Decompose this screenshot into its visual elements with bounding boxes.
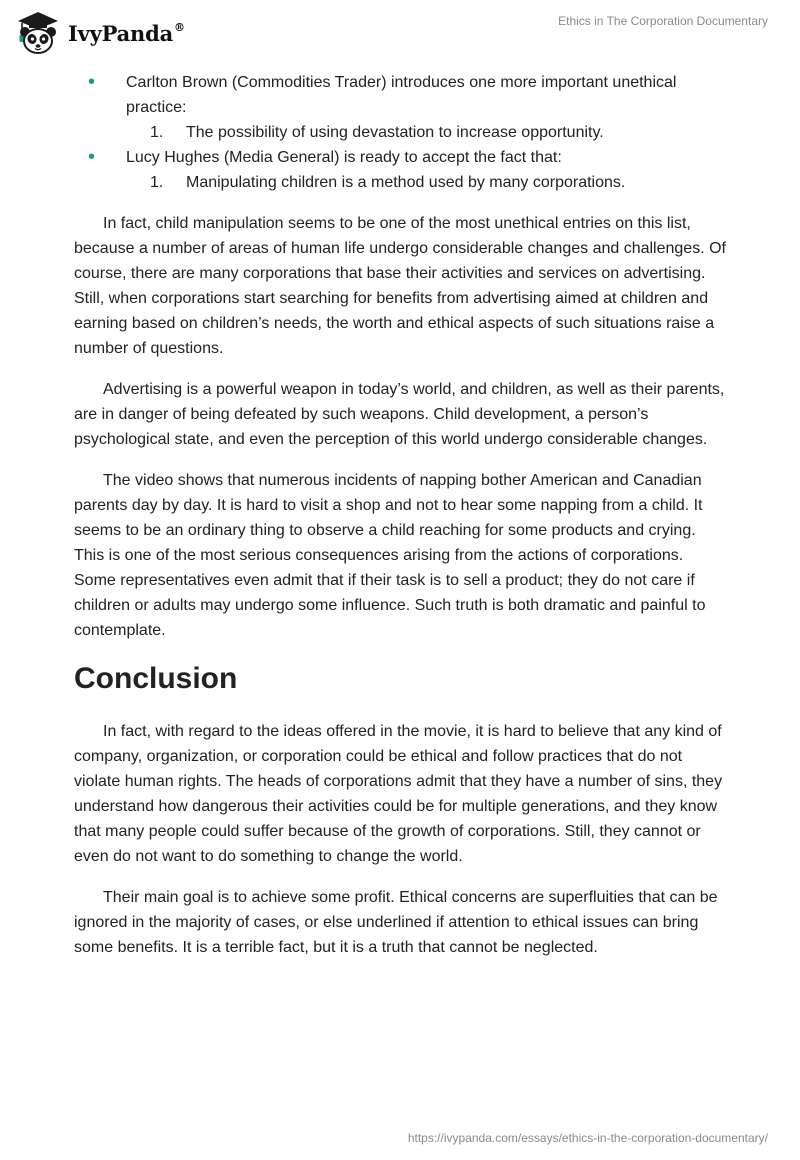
item-number: 1. xyxy=(150,174,164,191)
bullet-item xyxy=(74,145,726,195)
section-heading-conclusion: Conclusion xyxy=(74,662,238,695)
body-paragraph: In fact, child manipulation seems to be one of the most unethical entries on this list, because a number of areas of human life undergo considerable changes and challenges. Of course, there are many corporations that base their activities and services on advertising. Still, when corporations start searching for benefits from advertising aimed at children and earning based on children’s needs, the worth and ethical aspects of such situations raise a number of questions. xyxy=(74,215,726,357)
bullet-text: Carlton Brown (Commodities Trader) introduces one more important unethical practice: xyxy=(126,74,677,116)
body-paragraph: The video shows that numerous incidents of napping bother American and Canadian parents day by day. It is hard to visit a shop and not to hear some napping from a child. It seems to be an ordinary thing to observe a child reaching for some products and crying. This is one of the most serious consequences arising from the actions of corporations. Some representatives even admit that if their task is to sell a product; they do not care if children or adults may undergo some influence. Such truth is both dramatic and painful to contemplate. xyxy=(74,472,706,639)
bullet-text: Lucy Hughes (Media General) is ready to accept the fact that: xyxy=(126,149,562,166)
bullet-dot-icon: • xyxy=(88,146,96,168)
item-number: 1. xyxy=(150,124,164,141)
registered-mark: ® xyxy=(174,20,185,34)
body-paragraph: Advertising is a powerful weapon in today’s world, and children, as well as their parents, are in danger of being defeated by such weapons. Child development, a person’s psychological state, and even the perception of this world undergo considerable changes. xyxy=(74,381,725,448)
numbered-item xyxy=(126,120,726,145)
document-title: Ethics in The Corporation Documentary xyxy=(558,14,768,28)
numbered-item-text: The possibility of using devastation to increase opportunity. xyxy=(186,124,604,141)
brand-name xyxy=(68,21,185,46)
bullet-list xyxy=(74,70,726,195)
numbered-item xyxy=(126,170,726,195)
brand-label: IvyPanda xyxy=(68,20,174,46)
panda-graduate-icon xyxy=(14,8,62,56)
source-url-link[interactable]: https://ivypanda.com/essays/ethics-in-the-corporation-documentary/ xyxy=(407,1131,768,1145)
essay-content xyxy=(74,70,726,960)
bullet-dot-icon: • xyxy=(88,71,96,93)
conclusion-paragraph: In fact, with regard to the ideas offered in the movie, it is hard to believe that any kind of company, organization, or corporation could be ethical and follow practices that do not violate human rights. The heads of corporations admit that they have a number of sins, they understand how dangerous their activities could be for multiple generations, and they know that many people could suffer because of the growth of corporations. Still, they cannot or even do not want to do something to change the world. xyxy=(74,723,723,865)
numbered-sublist xyxy=(126,120,726,145)
numbered-sublist xyxy=(126,170,726,195)
conclusion-paragraph: Their main goal is to achieve some profit. Ethical concerns are superfluities that can be ignored in the majority of cases, or else underlined if attention to ethical issues can bring some benefits. It is a terrible fact, but it is a truth that cannot be neglected. xyxy=(74,889,718,956)
ivypanda-logo[interactable] xyxy=(14,8,185,56)
bullet-item xyxy=(74,70,726,145)
page-header xyxy=(0,0,800,60)
numbered-item-text: Manipulating children is a method used by many corporations. xyxy=(186,174,626,191)
